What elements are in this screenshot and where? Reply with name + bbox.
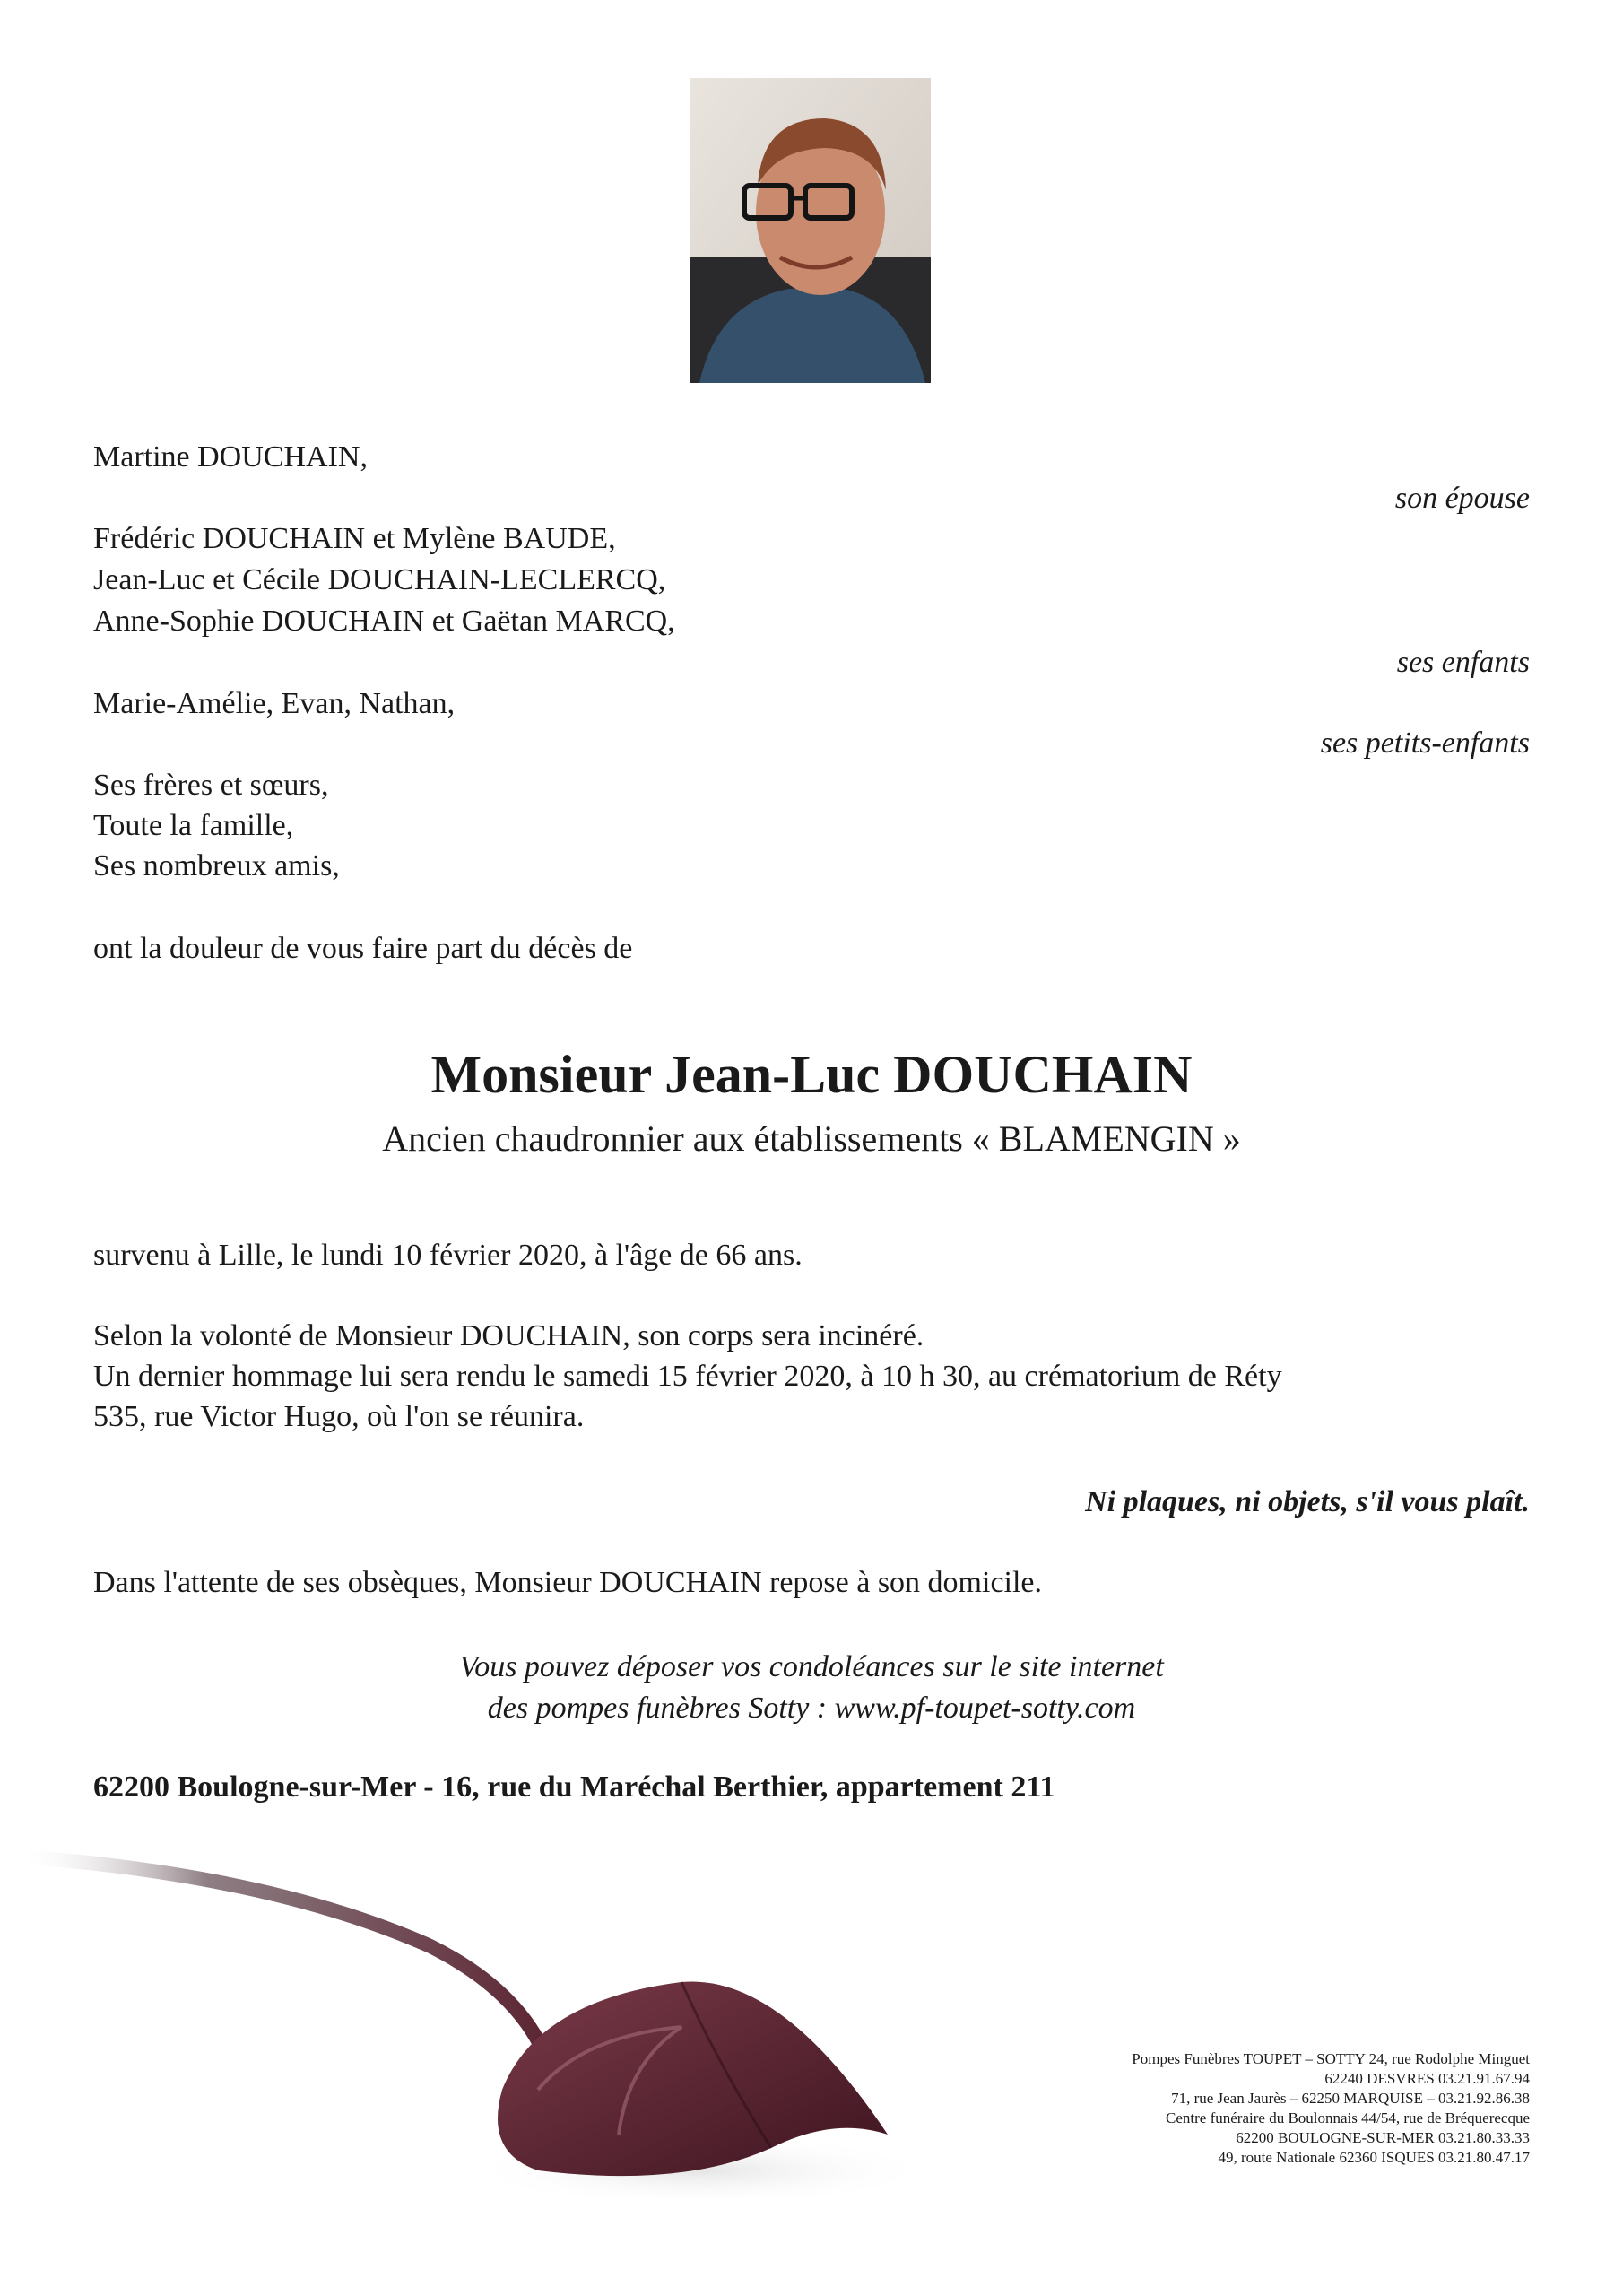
child-line: Anne-Sophie DOUCHAIN et Gaëtan MARCQ, [93, 604, 675, 638]
ceremony-line: Un dernier hommage lui sera rendu le samedi 15 février 2020, à 10 h 30, au crématorium de Réty [93, 1360, 1282, 1393]
footer-line: 49, route Nationale 62360 ISQUES 03.21.80.47.17 [1218, 2149, 1530, 2166]
home-address: 62200 Boulogne-sur-Mer - 16, rue du Maréchal Berthier, appartement 211 [93, 1770, 1055, 1804]
ceremony-line: 535, rue Victor Hugo, où l'on se réunira. [93, 1400, 585, 1433]
grandchildren-names: Marie-Amélie, Evan, Nathan, [93, 687, 456, 720]
calla-lily-image [0, 1794, 986, 2197]
rest-place: Dans l'attente de ses obsèques, Monsieur DOUCHAIN repose à son domicile. [93, 1566, 1043, 1599]
other-family-line: Toute la famille, [93, 809, 294, 842]
death-details: survenu à Lille, le lundi 10 février 2020, à l'âge de 66 ans. [93, 1239, 803, 1272]
funeral-home-info [1132, 2049, 1530, 2168]
flowers-note: Ni plaques, ni objets, s'il vous plaît. [1085, 1485, 1530, 1518]
footer-line: 62240 DESVRES 03.21.91.67.94 [1324, 2070, 1530, 2087]
child-line: Frédéric DOUCHAIN et Mylène BAUDE, [93, 522, 616, 555]
footer-line: 71, rue Jean Jaurès – 62250 MARQUISE – 03.21.92.86.38 [1171, 2090, 1530, 2107]
footer-line: Centre funéraire du Boulonnais 44/54, rue de Bréquerecque [1166, 2109, 1530, 2126]
condolences-line: Vous pouvez déposer vos condoléances sur le site internet [459, 1650, 1164, 1683]
condolences-note [0, 1647, 1623, 1729]
grandchildren-role: ses petits-enfants [1320, 726, 1530, 760]
other-family-line: Ses nombreux amis, [93, 849, 340, 883]
condolences-line: des pompes funèbres Sotty : www.pf-toupet-sotty.com [487, 1692, 1136, 1725]
footer-line: 62200 BOULOGNE-SUR-MER 03.21.80.33.33 [1236, 2129, 1530, 2146]
children-role: ses enfants [1396, 646, 1530, 679]
other-family-line: Ses frères et sœurs, [93, 769, 329, 802]
child-line: Jean-Luc et Cécile DOUCHAIN-LECLERCQ, [93, 563, 666, 596]
spouse-role: son épouse [1394, 482, 1530, 515]
announcement-text: ont la douleur de vous faire part du décès de [93, 932, 633, 965]
footer-line: Pompes Funèbres TOUPET – SOTTY 24, rue Rodolphe Minguet [1132, 2050, 1530, 2067]
ceremony-line: Selon la volonté de Monsieur DOUCHAIN, son corps sera incinéré. [93, 1319, 924, 1352]
spouse-name: Martine DOUCHAIN, [93, 440, 368, 474]
deceased-title: Ancien chaudronnier aux établissements « BLAMENGIN » [382, 1118, 1241, 1159]
deceased-name: Monsieur Jean-Luc DOUCHAIN [430, 1045, 1193, 1104]
portrait-photo [690, 78, 931, 383]
